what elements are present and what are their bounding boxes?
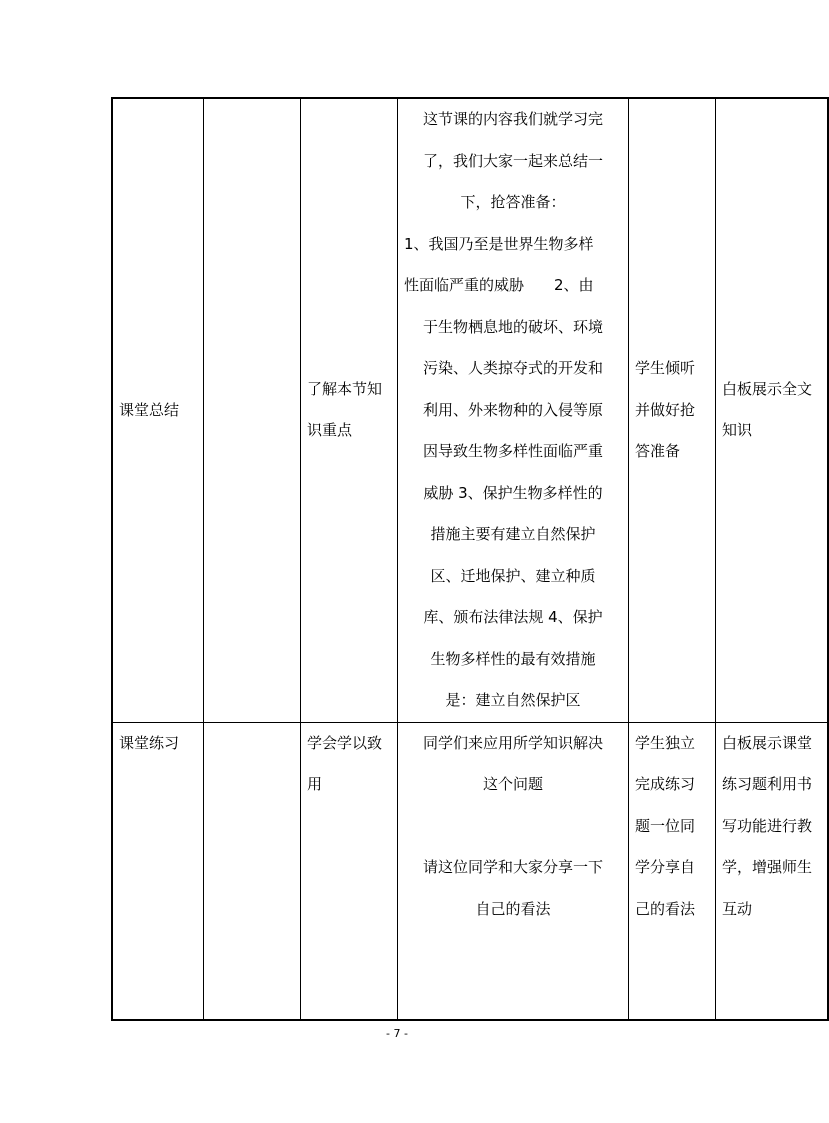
goal-cell [301, 722, 398, 1020]
teacher-line: 利用、外来物种的入侵等原 [422, 400, 603, 419]
teacher-line: 自己的看法 [475, 899, 551, 918]
teacher-line: 了，我们大家一起来总结一 [422, 151, 603, 170]
teacher-line: 下，抢答准备： [460, 193, 566, 211]
teacher-activity-cell [398, 98, 629, 722]
media-cell [716, 722, 829, 1020]
media-text: 白板展示全文知识 [722, 379, 813, 440]
teacher-line: 于生物栖息地的破坏、环境 [422, 317, 603, 336]
empty-cell [204, 98, 301, 722]
teacher-line: 区、迁地保护、建立种质 [430, 566, 596, 585]
teacher-line: 这个问题 [482, 775, 543, 793]
stage-cell [112, 722, 204, 1020]
student-activity-cell [629, 722, 716, 1020]
teacher-line: 措施主要有建立自然保护 [430, 525, 596, 543]
goal-cell [301, 98, 398, 722]
table-row [112, 98, 828, 722]
teacher-activity-cell [398, 722, 629, 1020]
teacher-line: 是：建立自然保护区 [445, 691, 581, 709]
teacher-line: 威胁 3、保护生物多样性的 [423, 483, 603, 502]
goal-text: 了解本节知识重点 [307, 379, 383, 440]
student-activity-cell [629, 98, 716, 722]
student-activity-text: 学生倾听并做好抢答准备 [635, 359, 696, 460]
empty-cell [204, 722, 301, 1020]
media-text: 白板展示课堂练习题利用书写功能进行教学，增强师生互动 [722, 733, 813, 918]
teacher-line: 1、我国乃至是世界生物多样 [404, 234, 594, 253]
teacher-line: 因导致生物多样性面临严重 [422, 442, 603, 460]
teacher-line: 请这位同学和大家分享一下 [422, 858, 603, 876]
teacher-line: 污染、人类掠夺式的开发和 [422, 359, 603, 377]
teacher-line: 库、颁布法律法规 4、保护 [423, 608, 603, 626]
stage-label: 课堂总结 [119, 400, 180, 419]
spacer [404, 806, 622, 848]
lesson-plan-table [111, 97, 829, 1021]
student-activity-text: 学生独立完成练习题一位同学分享自己的看法 [635, 733, 696, 918]
stage-label: 课堂练习 [119, 733, 180, 752]
goal-text: 学会学以致用 [307, 733, 383, 793]
teacher-line: 同学们来应用所学知识解决 [422, 733, 603, 752]
media-cell [716, 98, 829, 722]
table-row [112, 722, 828, 1020]
page-number: - 7 - [386, 1027, 408, 1040]
stage-cell [112, 98, 204, 722]
teacher-line: 这节课的内容我们就学习完 [422, 110, 603, 128]
teacher-line: 生物多样性的最有效措施 [430, 649, 596, 668]
teacher-line: 性面临严重的威胁 2、由 [404, 276, 594, 294]
